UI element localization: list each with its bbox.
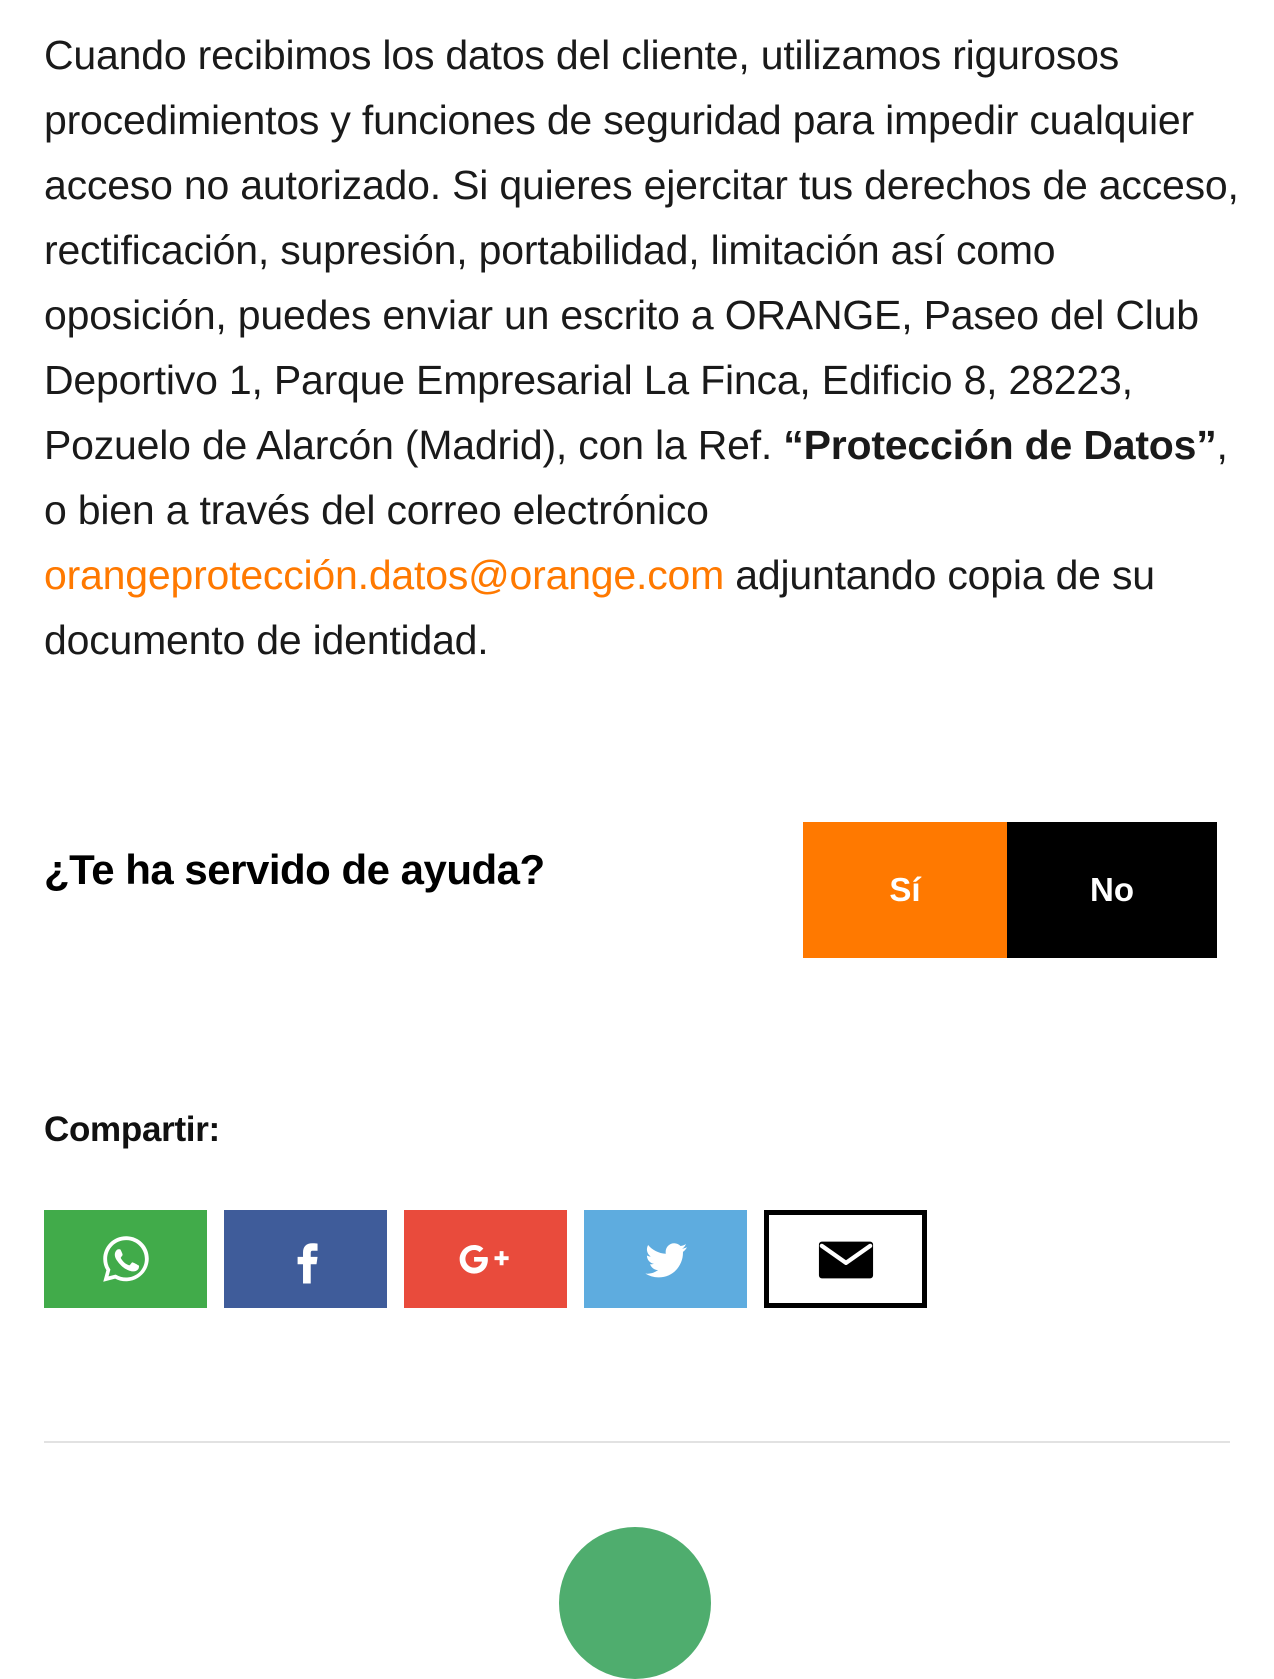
share-email-button[interactable] [764,1210,927,1308]
share-title: Compartir: [44,1110,220,1149]
privacy-paragraph [44,23,1250,673]
share-facebook-button[interactable] [224,1210,387,1308]
helpful-question: ¿Te ha servido de ayuda? [44,846,545,893]
share-twitter-button[interactable] [584,1210,747,1308]
facebook-icon [278,1231,334,1287]
vote-yes-button[interactable]: Sí [803,822,1007,958]
twitter-icon [638,1231,694,1287]
share-whatsapp-button[interactable] [44,1210,207,1308]
article-body [44,0,1250,714]
floating-action-circle[interactable] [559,1527,711,1679]
protection-email-link[interactable]: orangeprotección.datos@orange.com [44,552,725,598]
envelope-icon [817,1237,875,1281]
paragraph-lead-text: Cuando recibimos los datos del cliente, utilizamos rigurosos procedimientos y funciones de seguridad para impedir cualquier acceso no autorizado. Si quieres ejercitar tus derechos de acceso, rectificación, supresión, portabilidad, limitación así como oposición, puedes enviar un escrito a ORANGE, Paseo del Club Deportivo 1, Parque Empresarial La Finca, Edificio 8, 28223, Pozuelo de Alarcón (Madrid), con la Ref. [44,32,1250,468]
paragraph-tail-text: adjuntando copia de su documento de identidad. [44,552,1167,663]
paragraph-mid-text: , o bien a través del correo electrónico [44,422,1239,533]
whatsapp-icon [98,1231,154,1287]
share-google-plus-button[interactable] [404,1210,567,1308]
google-plus-icon [455,1233,517,1285]
protection-reference-bold: “Protección de Datos” [783,422,1217,468]
share-buttons-row [44,1210,927,1308]
section-divider [44,1441,1230,1443]
vote-button-group [803,822,1217,958]
helpful-feedback-block [44,822,1224,958]
vote-no-button[interactable]: No [1007,822,1217,958]
